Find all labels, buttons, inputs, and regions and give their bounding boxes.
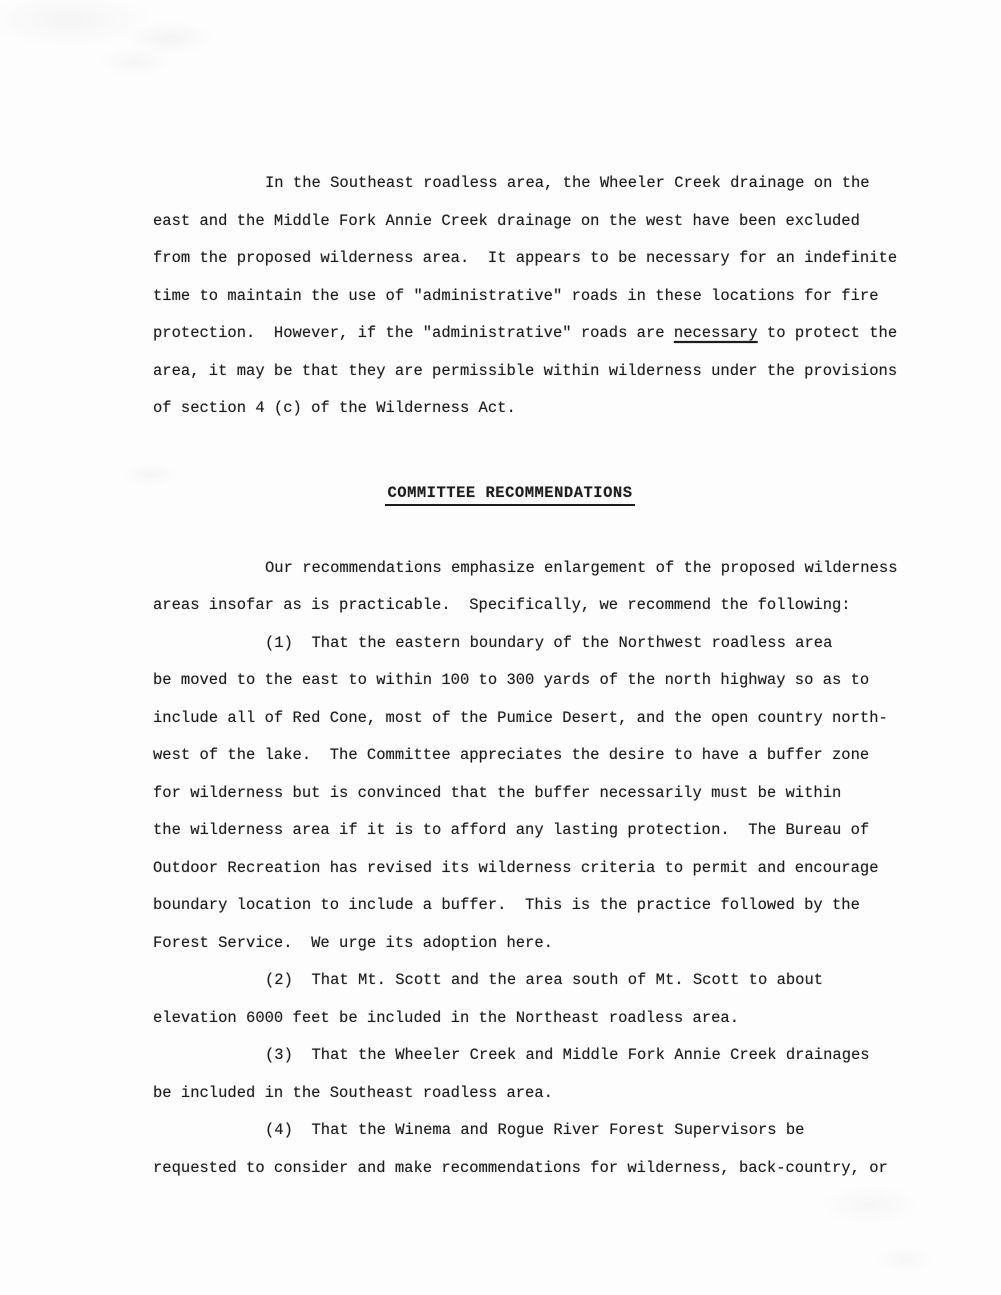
text-line: (2) That Mt. Scott and the area south of Mt. Scott to about xyxy=(265,971,824,989)
text-line: from the proposed wilderness area. It appears to be necessary for an indefinite xyxy=(153,249,898,267)
text-segment: to protect the xyxy=(757,324,898,342)
text-line: west of the lake. The Committee appreciates the desire to have a buffer zone xyxy=(153,746,870,764)
text-line: Outdoor Recreation has revised its wilderness criteria to permit and encourage xyxy=(153,858,879,877)
text-line: Forest Service. We urge its adoption here. xyxy=(153,933,553,952)
text-line: Our recommendations emphasize enlargement of the proposed wilderness xyxy=(265,558,898,577)
intro-paragraph xyxy=(153,165,923,428)
text-line: (3) That the Wheeler Creek and Middle Fork Annie Creek drainages xyxy=(265,1046,870,1064)
text-line: (4) That the Winema and Rogue River Forest Supervisors be xyxy=(265,1121,805,1139)
text-line: area, it may be that they are permissible within wilderness under the provisions xyxy=(153,361,898,380)
recommendation-item-1 xyxy=(153,625,923,963)
text-segment: protection. However, if the "administrative" roads are xyxy=(153,324,674,342)
text-line: include all of Red Cone, most of the Pumice Desert, and the open country north- xyxy=(153,708,888,727)
text-line: requested to consider and make recommendations for wilderness, back-country, or xyxy=(153,1158,888,1177)
recommendation-item-3 xyxy=(153,1037,923,1112)
text-line: be moved to the east to within 100 to 300 yards of the north highway so as to xyxy=(153,671,870,689)
text-line: In the Southeast roadless area, the Wheeler Creek drainage on the xyxy=(265,174,870,192)
text-line: be included in the Southeast roadless area. xyxy=(153,1083,553,1102)
text-line: (1) That the eastern boundary of the Northwest roadless area xyxy=(265,633,833,652)
document-content xyxy=(153,165,923,1187)
recommendation-item-4 xyxy=(153,1112,923,1187)
text-line: for wilderness but is convinced that the buffer necessarily must be within xyxy=(153,783,842,802)
recommendation-item-2 xyxy=(153,962,923,1037)
text-line: elevation 6000 feet be included in the Northeast roadless area. xyxy=(153,1008,739,1027)
underlined-word: necessary xyxy=(673,324,758,342)
text-line: areas insofar as is practicable. Specifically, we recommend the following: xyxy=(153,596,851,614)
text-line: boundary location to include a buffer. This is the practice followed by the xyxy=(153,896,860,914)
recommendations-paragraph xyxy=(153,550,923,625)
section-heading: COMMITTEE RECOMMENDATIONS xyxy=(385,484,634,506)
text-line: the wilderness area if it is to afford any lasting protection. The Bureau of xyxy=(153,821,870,839)
text-line: time to maintain the use of "administrative" roads in these locations for fire xyxy=(153,286,879,305)
text-line xyxy=(153,315,923,353)
text-line: of section 4 (c) of the Wilderness Act. xyxy=(153,399,516,417)
text-line: east and the Middle Fork Annie Creek drainage on the west have been excluded xyxy=(153,211,860,230)
section-heading-row xyxy=(153,474,867,512)
